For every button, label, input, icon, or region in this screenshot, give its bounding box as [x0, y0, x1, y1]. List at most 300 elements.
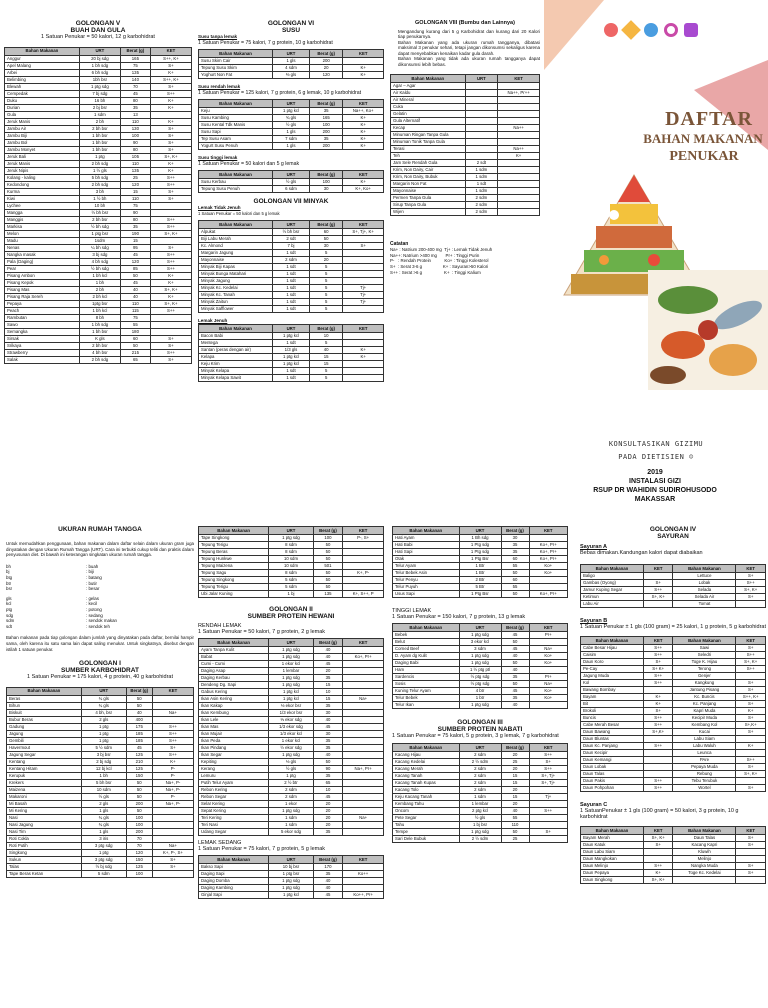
table-cell: 40 [120, 286, 150, 293]
table-cell: 105 [120, 153, 150, 160]
exchange-description: 1 Satuan Penukar = 125 kalori, 7 g protein, 6 g lemak, 10 g karbohidrat [198, 90, 362, 96]
table-row [393, 773, 568, 780]
table-cell: Tepung Hunkwe [199, 556, 269, 563]
table-cell: Ikan Mujair [199, 731, 269, 738]
table-cell: Minyak Kelapa Sawit [199, 375, 273, 382]
table-cell: Daun Bluntas [581, 736, 644, 743]
table-cell: 100 [120, 132, 150, 139]
table-cell [343, 773, 384, 780]
table-cell: Na+, P- [152, 786, 193, 793]
table-cell: S++ [529, 752, 568, 759]
table-cell [498, 201, 540, 208]
table-cell: Sawi [673, 645, 736, 652]
table-cell: Sosis [393, 681, 460, 688]
table-cell: 50 [126, 807, 152, 814]
table-row [199, 773, 384, 780]
table-cell: 2 sdt [273, 236, 310, 243]
table-row [581, 764, 766, 771]
table-cell: S++ [643, 680, 673, 687]
exchange-description: 1 Satuan Penukar = 50 kalori dan 5 g lemak [198, 211, 280, 216]
table-row [391, 138, 540, 145]
table-row [391, 180, 540, 187]
table-row [199, 808, 384, 815]
table-cell: Ko+ [529, 570, 568, 577]
table-cell [343, 236, 384, 243]
table-row [393, 584, 568, 591]
column-header: Berat (g) [313, 527, 343, 535]
table-row [199, 731, 384, 738]
table-row [5, 76, 192, 83]
table-cell [343, 647, 384, 654]
column-header: KET [529, 527, 568, 535]
table-cell: Jam Sele Rendah Gula [391, 159, 466, 166]
table-cell: S++ [736, 652, 766, 659]
table-cell: Kembang Kol [673, 722, 736, 729]
milk-lowfat-table [198, 99, 384, 150]
table-row [393, 836, 568, 843]
table-cell: 7 bj sdg [79, 90, 120, 97]
exchange-description: 1 Satuan Penukar = 175 kalori, 4 g protein, 40 g karbohidrat [27, 674, 173, 681]
table-cell: 1 sdm [79, 111, 120, 118]
table-cell: Brokoli [581, 708, 644, 715]
table-cell: 80 [120, 216, 150, 223]
column-header: KET [343, 221, 384, 229]
table-row [5, 69, 192, 76]
table-cell: ¼ bh sdg [79, 244, 120, 251]
column-header: KET [736, 827, 766, 835]
table-cell [343, 780, 384, 787]
table-cell: 185 [126, 730, 152, 737]
table-cell: S+ [150, 188, 191, 195]
table-cell: 2 ½ sdm [459, 836, 501, 843]
vegetable-a-table [580, 564, 766, 608]
table-cell: Na++ [498, 145, 540, 152]
animal-protein-mediumfat-table [198, 855, 384, 899]
table-cell: S+ [736, 573, 766, 580]
table-cell: Tep Susu Asam [199, 136, 273, 143]
table-cell: Kucai [673, 729, 736, 736]
table-cell [343, 675, 384, 682]
table-cell: Sepat Kering [199, 808, 269, 815]
abbreviation-code: bj [6, 569, 10, 575]
note-line: S++ : Serat >6 g K+ : Tinggi Kalium [390, 269, 481, 275]
table-cell: 1 sdt [273, 285, 310, 292]
table-cell: 5 [310, 285, 343, 292]
table-cell: 1 Ptg sdg [459, 542, 501, 549]
table-row [199, 822, 384, 829]
table-cell: 55 [501, 563, 529, 570]
table-cell: 1 ptg sdg [269, 682, 313, 689]
table-cell: Ko+ [529, 660, 568, 667]
rule-item: • Bahan Makanan yang tidak ada ukuran rumah tangganya dapat dikonsumsi lebih bebas. [398, 56, 540, 67]
table-cell: 100 [310, 179, 343, 186]
table-row [199, 285, 384, 292]
column-header: Bahan Makanan [199, 50, 273, 58]
column-header: Berat (g) [310, 171, 343, 179]
table-cell: Pepaya [5, 300, 80, 307]
table-cell: Telur Ikan [393, 702, 460, 709]
table-cell: 165 [120, 55, 150, 62]
table-cell [498, 180, 540, 187]
table-cell [736, 750, 766, 757]
table-cell: 3 bj bsr [81, 751, 126, 758]
table-cell: 8 sdm [269, 570, 313, 577]
table-cell: 50 [126, 793, 152, 800]
table-row [391, 117, 540, 124]
table-row [5, 216, 192, 223]
table-cell: 60 [310, 229, 343, 236]
table-cell: 55 [120, 321, 150, 328]
table-cell: 15 [120, 237, 150, 244]
table-cell: 3 ptg sdg [81, 842, 126, 849]
table-cell: S+ [643, 580, 673, 587]
table-cell: S++ [643, 715, 673, 722]
table-cell: 1 Bh sdg [459, 535, 501, 542]
table-row [5, 62, 192, 69]
table-cell: ¾ gls [273, 115, 310, 122]
table-cell [343, 549, 384, 556]
column-header: Bahan Makanan [581, 637, 644, 645]
table-cell: 13 [120, 111, 150, 118]
table-row [5, 258, 192, 265]
table-cell [465, 82, 498, 89]
table-row [199, 815, 384, 822]
table-cell: Gabus Kering [199, 689, 269, 696]
table-cell: 30 [310, 186, 343, 193]
table-row [199, 780, 384, 787]
table-cell: Na++, Pr++ [498, 89, 540, 96]
table-row [393, 674, 568, 681]
table-cell: 1 btr [459, 695, 501, 702]
exchange-description: 1 Satuan Penukar = 50 kalori, 7 g protein, 2 g lemak [198, 629, 326, 635]
table-cell: 35 [313, 871, 343, 878]
table-cell: 5 [310, 264, 343, 271]
table-cell: Na+, P- [152, 800, 193, 807]
table-cell: Telur Penyu [393, 577, 460, 584]
table-row [199, 794, 384, 801]
table-cell: 20 bj sdg [79, 55, 120, 62]
food-photo-illustration [648, 270, 768, 390]
table-cell: Tepung Singkong [199, 577, 269, 584]
table-cell: 55 [501, 815, 529, 822]
table-row [393, 787, 568, 794]
table-row [393, 535, 568, 542]
table-cell: 60 [120, 335, 150, 342]
table-cell: 1 ptg [81, 737, 126, 744]
table-cell [498, 159, 540, 166]
table-cell: Na+, Pr+ [343, 766, 384, 773]
column-header: Bahan Makanan [393, 744, 460, 752]
table-cell: 4 bh, bsr [81, 709, 126, 716]
table-row [5, 321, 192, 328]
column-header: KET [152, 687, 193, 695]
table-cell: 2 ½ sdm [459, 759, 501, 766]
table-row [5, 307, 192, 314]
table-cell: 16 bh [79, 97, 120, 104]
table-cell: 100 [310, 122, 343, 129]
subsection-label: Sayuran A [580, 544, 608, 550]
table-cell [498, 187, 540, 194]
table-cell: Minyak Bunga Matahari [199, 271, 273, 278]
table-cell [529, 815, 568, 822]
table-cell [343, 278, 384, 285]
table-row [199, 829, 384, 836]
table-row [581, 645, 766, 652]
cover-title-line3: PENUKAR [669, 149, 739, 164]
table-cell: 2 gls [81, 800, 126, 807]
table-cell: 2 sdt [465, 159, 498, 166]
table-cell: 1 ptg sdg [269, 885, 313, 892]
table-cell: 1 ptg [81, 730, 126, 737]
table-cell: 35 [313, 703, 343, 710]
table-cell: K+ [150, 97, 191, 104]
table-cell: 1 ptg kcl [273, 361, 310, 368]
table-cell: 40 [313, 885, 343, 892]
table-cell: ¾ gls [81, 702, 126, 709]
table-row [393, 766, 568, 773]
table-cell: 50 [126, 786, 152, 793]
table-cell: S+ [736, 785, 766, 792]
column-header: Bahan Makanan [393, 527, 460, 535]
table-row [7, 730, 194, 737]
table-row [5, 237, 192, 244]
table-cell: 125 [126, 863, 152, 870]
table-cell: 50 [501, 570, 529, 577]
column-header: KET [529, 744, 568, 752]
table-cell: Labu Air [581, 601, 644, 608]
table-row [5, 83, 192, 90]
table-cell: Cuka [391, 103, 466, 110]
table-cell: Daun Pohpohan [581, 785, 644, 792]
table-row [199, 738, 384, 745]
table-cell: 185 [126, 737, 152, 744]
table-cell: S++ [150, 223, 191, 230]
section-title: GOLONGAN III [457, 719, 503, 726]
column-header: URT [79, 47, 120, 55]
table-cell: Kacang Merah [393, 766, 460, 773]
table-cell: S+, K+ [150, 286, 191, 293]
table-cell: 35 [310, 136, 343, 143]
table-cell: Keju [199, 108, 273, 115]
table-cell: Ham [393, 667, 460, 674]
table-cell: Anggur [5, 55, 80, 62]
table-row [7, 744, 194, 751]
table-cell: Ubi Jalar Kuning [199, 591, 269, 598]
table-cell: Keju Krim [199, 361, 273, 368]
table-cell [343, 333, 384, 340]
table-cell: S+ [150, 146, 191, 153]
table-row [581, 743, 766, 750]
table-row [391, 124, 540, 131]
table-cell [465, 124, 498, 131]
table-cell: Labu Siam [673, 736, 736, 743]
table-cell: 10 sdm [269, 556, 313, 563]
table-cell: 2 bj sdg [81, 758, 126, 765]
table-cell: Tebu Terubuk [673, 778, 736, 785]
table-cell: Gambas (Oyong) [581, 580, 644, 587]
table-cell: 65 [120, 356, 150, 363]
table-cell: Biji Labu Merah [199, 236, 273, 243]
table-cell: 1 ptg sdg [459, 632, 501, 639]
table-cell [150, 321, 191, 328]
column-header: Bahan Makanan [199, 171, 273, 179]
table-cell: 90 [120, 209, 150, 216]
abbreviation-meaning: : butir [86, 580, 97, 586]
fruit-sugar-table [4, 47, 192, 364]
table-row [393, 801, 568, 808]
table-cell: S++ [643, 645, 673, 652]
table-cell: S++ [643, 652, 673, 659]
table-row [199, 787, 384, 794]
table-row [199, 368, 384, 375]
table-cell [498, 96, 540, 103]
table-cell: S+ [643, 708, 673, 715]
table-cell: 15 [313, 696, 343, 703]
table-cell: 4 bh sdg [79, 258, 120, 265]
abbreviation-code: btg [6, 574, 13, 580]
table-cell: Sukun [7, 856, 82, 863]
table-row [581, 785, 766, 792]
table-row [393, 549, 568, 556]
column-header: URT [465, 74, 498, 82]
table-cell: Daun Pakis [581, 778, 644, 785]
table-cell: 80 [120, 146, 150, 153]
column-header: KET [343, 856, 384, 864]
table-row [199, 306, 384, 313]
table-cell: 2 bh kcl [79, 293, 120, 300]
table-cell: S+, K+ [150, 230, 191, 237]
table-cell: S+ K+ [643, 666, 673, 673]
column-header: Bahan Makanan [673, 565, 736, 573]
abbreviation-code: sdt [6, 623, 12, 629]
table-cell [343, 885, 384, 892]
table-cell [673, 877, 736, 884]
table-cell: S++ [150, 251, 191, 258]
table-cell: Minyak Safflower [199, 306, 273, 313]
table-cell: 200 [310, 129, 343, 136]
table-cell [343, 577, 384, 584]
table-cell: K+ [343, 143, 384, 150]
column-header: Bahan Makanan [581, 827, 644, 835]
table-row [5, 342, 192, 349]
table-cell: ½ bh bsr [273, 229, 310, 236]
table-cell: 2 bh bsr [79, 216, 120, 223]
table-row [199, 136, 384, 143]
table-cell: 45 [120, 279, 150, 286]
table-row [5, 265, 192, 272]
column-header: Berat (g) [126, 687, 152, 695]
column-header: Bahan Makanan [199, 639, 269, 647]
table-cell: Daun Kemangi [581, 757, 644, 764]
table-cell: 1 ptg [269, 773, 313, 780]
table-row [5, 349, 192, 356]
section-subtitle: SUMBER KARBOHIDRAT [61, 667, 139, 675]
exchange-paragraph: Bahan makanan pada tiap golongan dalam jumlah yang dinyatakan pada daftar, bernilai hampir sama, oleh karena itu satu sama lain dapat saling menukar. Untuk singkatnya, disebut dengan istilah 1 satuan penukar. [6, 635, 194, 652]
table-cell [643, 764, 673, 771]
table-cell: 40 [313, 878, 343, 885]
table-cell: 85 [120, 265, 150, 272]
exchange-description: Bebas dimakan.Kandungan kalori dapat diabaikan [580, 550, 703, 556]
table-cell: 20 [501, 801, 529, 808]
table-cell: Kacang Hijau [393, 752, 460, 759]
table-cell: Ikan Lele [199, 717, 269, 724]
table-cell: Kuning Telur Ayam [393, 688, 460, 695]
table-cell: Bubur Beras [7, 716, 82, 723]
table-cell: 1 sdt [273, 264, 310, 271]
table-cell: K+ [150, 69, 191, 76]
table-cell: Havermout [7, 744, 82, 751]
table-row [7, 765, 194, 772]
table-cell [343, 759, 384, 766]
table-cell: Sirup Tanpa Gula [391, 201, 466, 208]
table-row [199, 584, 384, 591]
section-title: GOLONGAN V [75, 20, 121, 27]
table-cell: 1 ekor kcl [269, 738, 313, 745]
table-cell: 135 [313, 591, 343, 598]
table-cell: Jagung Muda [581, 673, 644, 680]
table-row [393, 660, 568, 667]
section-title: GOLONGAN VIII (Bumbu dan Lainnya) [415, 20, 515, 26]
table-cell: 5 [310, 250, 343, 257]
table-cell: S++ [152, 751, 193, 758]
table-cell: 5 [310, 375, 343, 382]
table-cell: 5 [310, 368, 343, 375]
table-cell: 150 [126, 772, 152, 779]
table-row [581, 736, 766, 743]
exchange-description: 1 SatuanPenukar ± 1 gls (100 gram) = 50 kalori, 3 g protein, 10 g karbohidrat [580, 808, 739, 820]
abbreviation-code: kcl [6, 601, 12, 607]
table-cell: S++ [152, 737, 193, 744]
table-cell: Minyak Kc. Kedelai [199, 285, 273, 292]
table-cell: Minyak Zaitun [199, 299, 273, 306]
table-row [5, 230, 192, 237]
abbreviation-meaning: : buah [86, 563, 99, 569]
section-title: UKURAN RUMAH TANGGA [58, 526, 142, 533]
table-cell: Ikan Kembung [199, 710, 269, 717]
table-cell [498, 138, 540, 145]
table-cell: 15 [501, 773, 529, 780]
table-cell [343, 787, 384, 794]
table-row [391, 110, 540, 117]
table-cell: S+ [150, 195, 191, 202]
table-cell: 65 [313, 780, 343, 787]
table-row [5, 223, 192, 230]
column-header: Berat (g) [313, 639, 343, 647]
table-cell: 30 [313, 710, 343, 717]
table-cell: 6 sdm [273, 186, 310, 193]
table-cell: 3 ptg sdg [81, 856, 126, 863]
table-cell: P-, S+ [343, 535, 384, 542]
table-cell: S+, K+ [150, 300, 191, 307]
table-cell: Jagung Segar [7, 751, 82, 758]
table-cell: Labu Waluh [673, 743, 736, 750]
table-cell: Pr+ [529, 632, 568, 639]
table-cell: 1 bh bsr [79, 328, 120, 335]
table-cell: Putih Telur Ayam [199, 780, 269, 787]
table-cell: 50 [313, 556, 343, 563]
table-cell [529, 577, 568, 584]
table-cell: Lettuce [673, 573, 736, 580]
organ-egg-table [392, 526, 568, 598]
table-row [393, 556, 568, 563]
table-cell: S++ [643, 785, 673, 792]
table-cell: ½ gls [273, 179, 310, 186]
table-cell: S+, K+ [736, 771, 766, 778]
table-cell: 1 ptg sdg [269, 654, 313, 661]
table-cell: K+ [643, 701, 673, 708]
table-cell: 1 bh sdg [79, 321, 120, 328]
table-cell: Kolang - kaling [5, 174, 80, 181]
